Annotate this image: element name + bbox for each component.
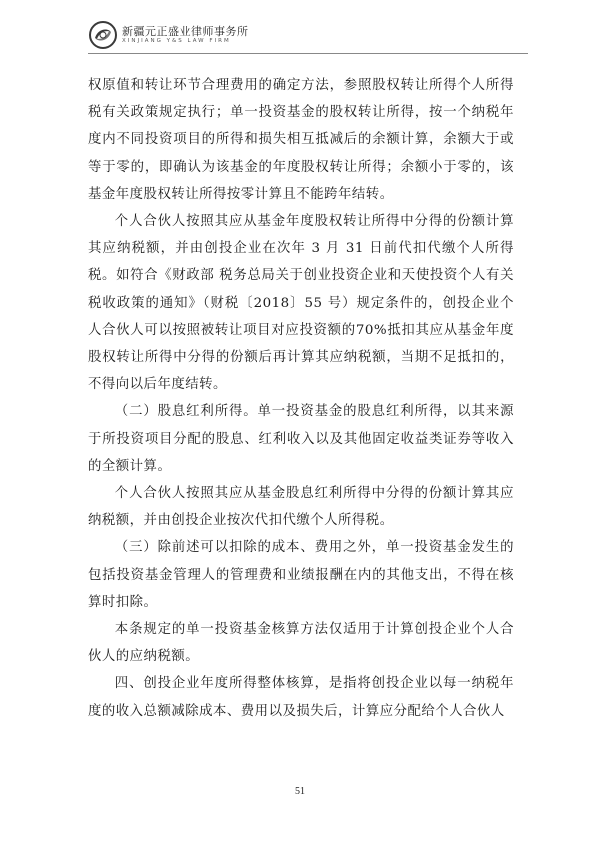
paragraph: 四、创投企业年度所得整体核算，是指将创投企业以每一纳税年度的收入总额减除成本、费用以及损失后，计算应分配给个人合伙人 xyxy=(88,676,514,719)
document-body xyxy=(88,72,514,725)
firm-logo-icon xyxy=(88,20,118,50)
paragraph: （二）股息红利所得。单一投资基金的股息红利所得，以其来源于所投资项目分配的股息、红利收入以及其他固定收益类证券等收入的全额计算。 xyxy=(88,404,514,474)
paragraph: 个人合伙人按照其应从基金年度股权转让所得中分得的份额计算其应纳税额，并由创投企业在次年 3 月 31 日前代扣代缴个人所得税。如符合《财政部 税务总局关于创业投资企业和天使投资个人有关税收政策的通知》（财税〔2018〕55 号）规定条件的，创投企业个人合伙人可以按照被转让项目对应投资额的70%抵扣其应从基金年度股权转让所得中分得的份额后再计算其应纳税额，当期不足抵扣的，不得向以后年度结转。 xyxy=(88,214,514,393)
paragraph: （三）除前述可以扣除的成本、费用之外，单一投资基金发生的包括投资基金管理人的管理费和业绩报酬在内的其他支出，不得在核算时扣除。 xyxy=(88,540,514,610)
page-number: 51 xyxy=(295,786,305,797)
header-divider xyxy=(88,53,528,54)
firm-name-en: XINJIANG Y&S LAW FIRM xyxy=(122,37,231,44)
paragraph: 本条规定的单一投资基金核算方法仅适用于计算创投企业个人合伙人的应纳税额。 xyxy=(88,622,514,665)
firm-name-cn: 新疆元正盛业律师事务所 xyxy=(122,24,249,38)
page-header xyxy=(88,18,528,52)
firm-logo-text xyxy=(122,26,249,45)
paragraph: 个人合伙人按照其应从基金股息红利所得中分得的份额计算其应纳税额，并由创投企业按次代扣代缴个人所得税。 xyxy=(88,486,514,529)
paragraph: 权原值和转让环节合理费用的确定方法，参照股权转让所得个人所得税有关政策规定执行；单一投资基金的股权转让所得，按一个纳税年度内不同投资项目的所得和损失相互抵减后的余额计算，余额大于或等于零的，即确认为该基金的年度股权转让所得；余额小于零的，该基金年度股权转让所得按零计算且不能跨年结转。 xyxy=(88,78,514,202)
